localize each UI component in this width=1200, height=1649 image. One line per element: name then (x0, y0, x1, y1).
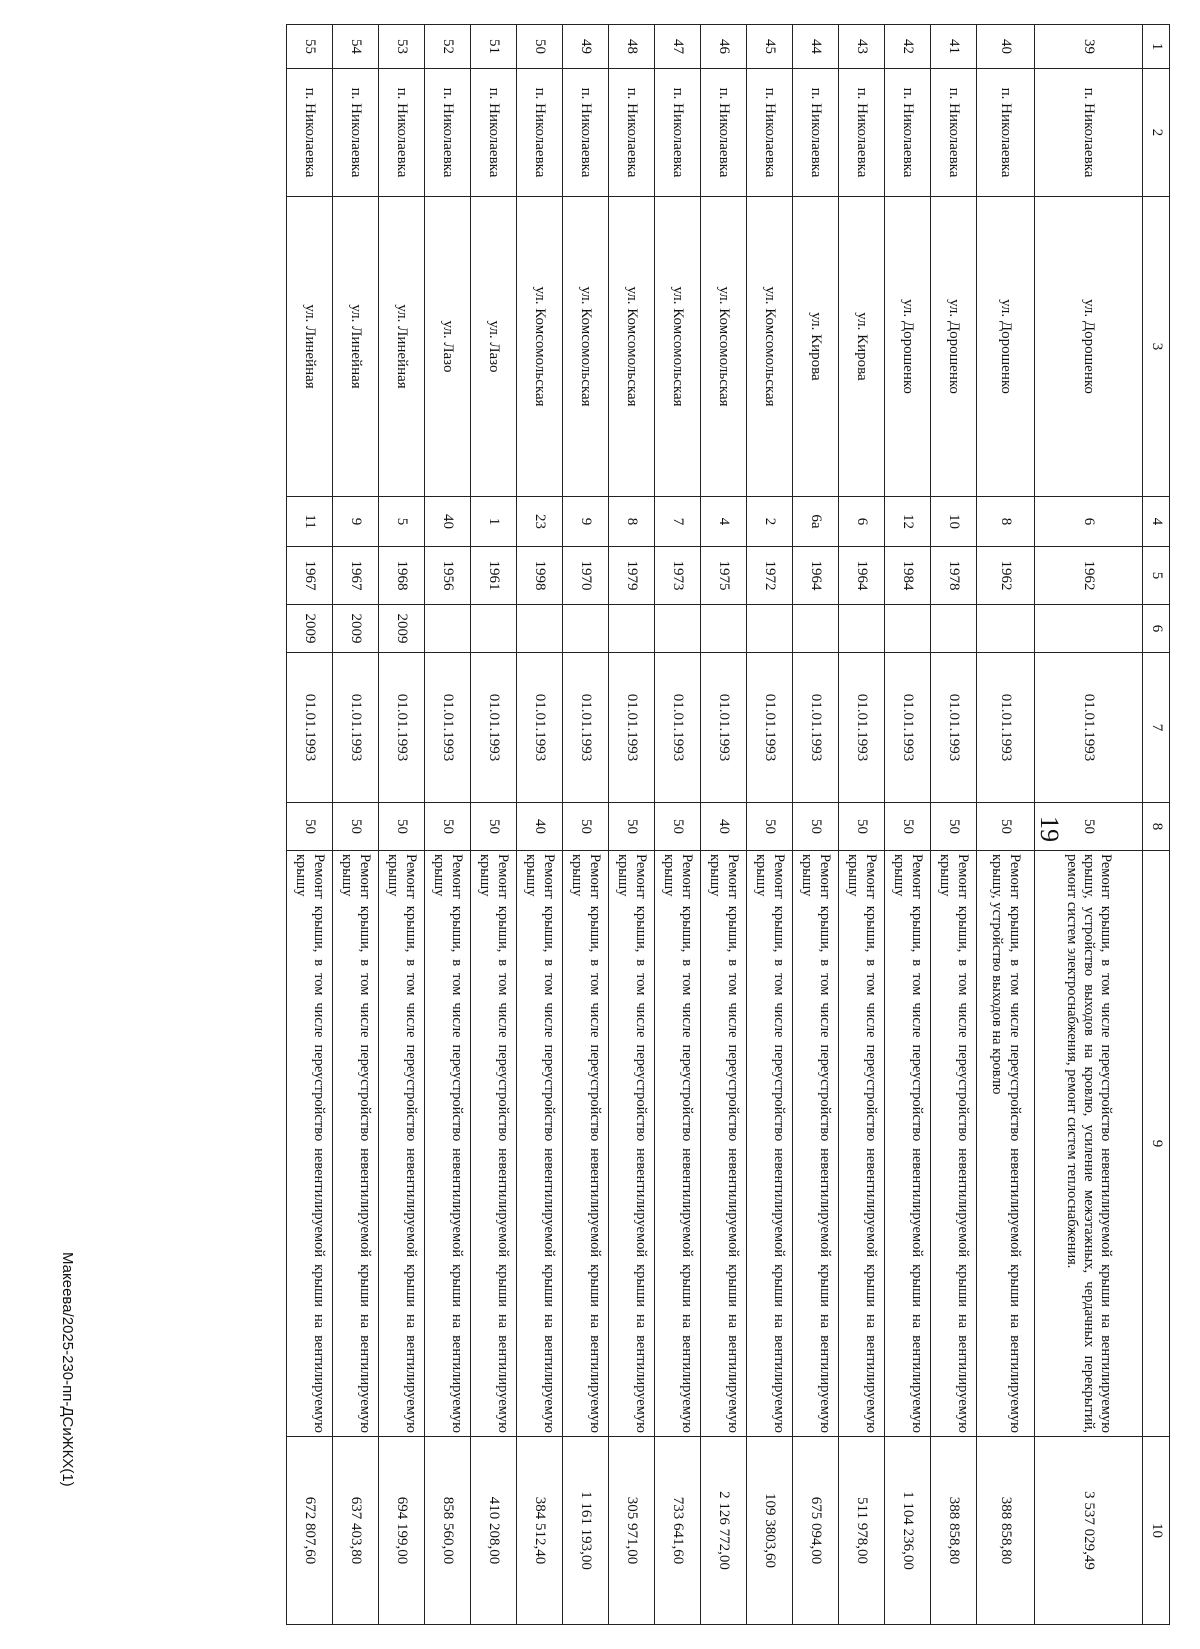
house-number-cell: 4 (701, 497, 747, 547)
row-number: 53 (379, 25, 425, 69)
street-cell: ул. Дорошенко (977, 197, 1035, 497)
settlement-cell: п. Николаевка (333, 69, 379, 197)
column-header-1: 1 (1143, 25, 1170, 69)
build-year-cell: 1979 (609, 547, 655, 605)
last-repair-year-cell (517, 605, 563, 653)
last-repair-year-cell (839, 605, 885, 653)
cost-cell: 410 208,00 (471, 1437, 517, 1625)
column-header-2: 2 (1143, 69, 1170, 197)
street-cell: ул. Комсомольская (747, 197, 793, 497)
settlement-cell: п. Николаевка (839, 69, 885, 197)
date-cell: 01.01.1993 (885, 653, 931, 803)
row-number: 46 (701, 25, 747, 69)
cost-cell: 388 858,80 (931, 1437, 977, 1625)
settlement-cell: п. Николаевка (701, 69, 747, 197)
table-row (563, 25, 609, 1625)
date-cell: 01.01.1993 (379, 653, 425, 803)
row-number: 54 (333, 25, 379, 69)
cost-cell: 858 560,00 (425, 1437, 471, 1625)
row-number: 41 (931, 25, 977, 69)
house-number-cell: 40 (425, 497, 471, 547)
document-footer: Макеева/2025-230-пп-ДСиЖКХ(1) (59, 1252, 76, 1487)
housing-repair-table (286, 24, 1170, 1625)
settlement-cell: п. Николаевка (471, 69, 517, 197)
work-description-cell: Ремонт крыши, в том числе переустройство невентилируемой крыши на вентилируемую крышу, устройство выходов на кровлю (977, 851, 1035, 1437)
table-row (333, 25, 379, 1625)
table-row (977, 25, 1035, 1625)
column-number-row (1143, 25, 1170, 1625)
work-description-cell: Ремонт крыши, в том числе переустройство невентилируемой крыши на вентилируемую крышу (931, 851, 977, 1437)
date-cell: 01.01.1993 (701, 653, 747, 803)
build-year-cell: 1973 (655, 547, 701, 605)
row-number: 50 (517, 25, 563, 69)
row-number: 43 (839, 25, 885, 69)
row-number: 47 (655, 25, 701, 69)
column-header-4: 4 (1143, 497, 1170, 547)
last-repair-year-cell (931, 605, 977, 653)
date-cell: 01.01.1993 (839, 653, 885, 803)
column-header-7: 7 (1143, 653, 1170, 803)
date-cell: 01.01.1993 (793, 653, 839, 803)
build-year-cell: 1998 (517, 547, 563, 605)
date-cell: 01.01.1993 (1035, 653, 1143, 803)
table-row (425, 25, 471, 1625)
house-number-cell: 10 (931, 497, 977, 547)
settlement-cell: п. Николаевка (747, 69, 793, 197)
build-year-cell: 1970 (563, 547, 609, 605)
cost-cell: 305 971,00 (609, 1437, 655, 1625)
build-year-cell: 1964 (793, 547, 839, 605)
date-cell: 01.01.1993 (471, 653, 517, 803)
row-number: 55 (287, 25, 333, 69)
row-number: 44 (793, 25, 839, 69)
date-cell: 01.01.1993 (563, 653, 609, 803)
column-header-3: 3 (1143, 197, 1170, 497)
settlement-cell: п. Николаевка (609, 69, 655, 197)
wear-percent-cell: 50 (655, 803, 701, 851)
build-year-cell: 1962 (977, 547, 1035, 605)
column-header-9: 9 (1143, 851, 1170, 1437)
work-description-cell: Ремонт крыши, в том числе переустройство невентилируемой крыши на вентилируемую крышу (609, 851, 655, 1437)
house-number-cell: 8 (609, 497, 655, 547)
date-cell: 01.01.1993 (333, 653, 379, 803)
house-number-cell: 12 (885, 497, 931, 547)
row-number: 45 (747, 25, 793, 69)
settlement-cell: п. Николаевка (931, 69, 977, 197)
cost-cell: 3 537 029,49 (1035, 1437, 1143, 1625)
last-repair-year-cell: 2009 (379, 605, 425, 653)
table-row (701, 25, 747, 1625)
date-cell: 01.01.1993 (517, 653, 563, 803)
table-row (609, 25, 655, 1625)
table-row (287, 25, 333, 1625)
wear-percent-cell: 50 (609, 803, 655, 851)
wear-percent-cell: 50 (747, 803, 793, 851)
settlement-cell: п. Николаевка (885, 69, 931, 197)
last-repair-year-cell (471, 605, 517, 653)
settlement-cell: п. Николаевка (977, 69, 1035, 197)
house-number-cell: 9 (563, 497, 609, 547)
street-cell: ул. Комсомольская (609, 197, 655, 497)
settlement-cell: п. Николаевка (793, 69, 839, 197)
cost-cell: 511 978,00 (839, 1437, 885, 1625)
house-number-cell: 2 (747, 497, 793, 547)
house-number-cell: 8 (977, 497, 1035, 547)
column-header-10: 10 (1143, 1437, 1170, 1625)
column-header-8: 8 (1143, 803, 1170, 851)
build-year-cell: 1962 (1035, 547, 1143, 605)
work-description-cell: Ремонт крыши, в том числе переустройство невентилируемой крыши на вентилируемую крышу (379, 851, 425, 1437)
row-number: 40 (977, 25, 1035, 69)
table-row (747, 25, 793, 1625)
wear-percent-cell: 50 (1035, 803, 1143, 851)
work-description-cell: Ремонт крыши, в том числе переустройство невентилируемой крыши на вентилируемую крышу (793, 851, 839, 1437)
row-number: 51 (471, 25, 517, 69)
build-year-cell: 1961 (471, 547, 517, 605)
table-row (885, 25, 931, 1625)
work-description-cell: Ремонт крыши, в том числе переустройство невентилируемой крыши на вентилируемую крышу (425, 851, 471, 1437)
row-number: 48 (609, 25, 655, 69)
table-row (471, 25, 517, 1625)
build-year-cell: 1967 (333, 547, 379, 605)
table-body (287, 25, 1143, 1625)
last-repair-year-cell (885, 605, 931, 653)
table-row (931, 25, 977, 1625)
wear-percent-cell: 50 (839, 803, 885, 851)
last-repair-year-cell: 2009 (287, 605, 333, 653)
work-description-cell: Ремонт крыши, в том числе переустройство невентилируемой крыши на вентилируемую крышу (333, 851, 379, 1437)
street-cell: ул. Комсомольская (563, 197, 609, 497)
build-year-cell: 1964 (839, 547, 885, 605)
date-cell: 01.01.1993 (977, 653, 1035, 803)
street-cell: ул. Кирова (839, 197, 885, 497)
cost-cell: 2 126 772,00 (701, 1437, 747, 1625)
house-number-cell: 6 (839, 497, 885, 547)
street-cell: ул. Линейная (287, 197, 333, 497)
settlement-cell: п. Николаевка (1035, 69, 1143, 197)
cost-cell: 694 199,00 (379, 1437, 425, 1625)
work-description-cell: Ремонт крыши, в том числе переустройство невентилируемой крыши на вентилируемую крышу (701, 851, 747, 1437)
house-number-cell: 5 (379, 497, 425, 547)
street-cell: ул. Лазо (425, 197, 471, 497)
street-cell: ул. Комсомольская (517, 197, 563, 497)
cost-cell: 1 161 193,00 (563, 1437, 609, 1625)
wear-percent-cell: 50 (931, 803, 977, 851)
table-row (517, 25, 563, 1625)
date-cell: 01.01.1993 (287, 653, 333, 803)
street-cell: ул. Дорошенко (931, 197, 977, 497)
cost-cell: 109 3803,60 (747, 1437, 793, 1625)
wear-percent-cell: 50 (793, 803, 839, 851)
cost-cell: 384 512,40 (517, 1437, 563, 1625)
date-cell: 01.01.1993 (425, 653, 471, 803)
table-row (839, 25, 885, 1625)
house-number-cell: 6а (793, 497, 839, 547)
wear-percent-cell: 50 (563, 803, 609, 851)
wear-percent-cell: 50 (287, 803, 333, 851)
work-description-cell: Ремонт крыши, в том числе переустройство невентилируемой крыши на вентилируемую крышу (471, 851, 517, 1437)
build-year-cell: 1978 (931, 547, 977, 605)
last-repair-year-cell (425, 605, 471, 653)
work-description-cell: Ремонт крыши, в том числе переустройство невентилируемой крыши на вентилируемую крышу (747, 851, 793, 1437)
cost-cell: 388 858,80 (977, 1437, 1035, 1625)
row-number: 42 (885, 25, 931, 69)
cost-cell: 1 104 236,00 (885, 1437, 931, 1625)
date-cell: 01.01.1993 (655, 653, 701, 803)
wear-percent-cell: 50 (379, 803, 425, 851)
column-header-5: 5 (1143, 547, 1170, 605)
date-cell: 01.01.1993 (609, 653, 655, 803)
build-year-cell: 1972 (747, 547, 793, 605)
table-row (793, 25, 839, 1625)
street-cell: ул. Линейная (333, 197, 379, 497)
street-cell: ул. Дорошенко (1035, 197, 1143, 497)
build-year-cell: 1968 (379, 547, 425, 605)
wear-percent-cell: 50 (885, 803, 931, 851)
work-description-cell: Ремонт крыши, в том числе переустройство невентилируемой крыши на вентилируемую крышу (839, 851, 885, 1437)
house-number-cell: 1 (471, 497, 517, 547)
table-row (1035, 25, 1143, 1625)
cost-cell: 675 094,00 (793, 1437, 839, 1625)
last-repair-year-cell (1035, 605, 1143, 653)
wear-percent-cell: 40 (701, 803, 747, 851)
street-cell: ул. Лазо (471, 197, 517, 497)
build-year-cell: 1956 (425, 547, 471, 605)
settlement-cell: п. Николаевка (655, 69, 701, 197)
work-description-cell: Ремонт крыши, в том числе переустройство невентилируемой крыши на вентилируемую крышу (517, 851, 563, 1437)
last-repair-year-cell (563, 605, 609, 653)
settlement-cell: п. Николаевка (517, 69, 563, 197)
wear-percent-cell: 50 (977, 803, 1035, 851)
settlement-cell: п. Николаевка (287, 69, 333, 197)
cost-cell: 733 641,60 (655, 1437, 701, 1625)
street-cell: ул. Дорошенко (885, 197, 931, 497)
cost-cell: 672 807,60 (287, 1437, 333, 1625)
last-repair-year-cell (701, 605, 747, 653)
house-number-cell: 7 (655, 497, 701, 547)
last-repair-year-cell (655, 605, 701, 653)
date-cell: 01.01.1993 (931, 653, 977, 803)
work-description-cell: Ремонт крыши, в том числе переустройство невентилируемой крыши на вентилируемую крышу (655, 851, 701, 1437)
wear-percent-cell: 40 (517, 803, 563, 851)
table-row (655, 25, 701, 1625)
house-number-cell: 11 (287, 497, 333, 547)
last-repair-year-cell (609, 605, 655, 653)
street-cell: ул. Комсомольская (655, 197, 701, 497)
last-repair-year-cell (977, 605, 1035, 653)
work-description-cell: Ремонт крыши, в том числе переустройство невентилируемой крыши на вентилируемую крышу (287, 851, 333, 1437)
work-description-cell: Ремонт крыши, в том числе переустройство невентилируемой крыши на вентилируемую крышу (885, 851, 931, 1437)
house-number-cell: 9 (333, 497, 379, 547)
column-header-6: 6 (1143, 605, 1170, 653)
street-cell: ул. Комсомольская (701, 197, 747, 497)
table-row (379, 25, 425, 1625)
wear-percent-cell: 50 (333, 803, 379, 851)
page-number: 19 (1035, 816, 1064, 842)
settlement-cell: п. Николаевка (379, 69, 425, 197)
build-year-cell: 1975 (701, 547, 747, 605)
row-number: 49 (563, 25, 609, 69)
row-number: 52 (425, 25, 471, 69)
street-cell: ул. Кирова (793, 197, 839, 497)
row-number: 39 (1035, 25, 1143, 69)
house-number-cell: 23 (517, 497, 563, 547)
work-description-cell: Ремонт крыши, в том числе переустройство невентилируемой крыши на вентилируемую крышу, устройство выходов на кровлю, усиление межэтажных, чердачных перекрытий, ремонт систем электроснабжения, ремонт систем теплоснабжения. (1035, 851, 1143, 1437)
last-repair-year-cell (793, 605, 839, 653)
date-cell: 01.01.1993 (747, 653, 793, 803)
last-repair-year-cell (747, 605, 793, 653)
build-year-cell: 1984 (885, 547, 931, 605)
settlement-cell: п. Николаевка (425, 69, 471, 197)
work-description-cell: Ремонт крыши, в том числе переустройство невентилируемой крыши на вентилируемую крышу (563, 851, 609, 1437)
street-cell: ул. Линейная (379, 197, 425, 497)
settlement-cell: п. Николаевка (563, 69, 609, 197)
wear-percent-cell: 50 (425, 803, 471, 851)
wear-percent-cell: 50 (471, 803, 517, 851)
last-repair-year-cell: 2009 (333, 605, 379, 653)
build-year-cell: 1967 (287, 547, 333, 605)
house-number-cell: 6 (1035, 497, 1143, 547)
cost-cell: 637 403,80 (333, 1437, 379, 1625)
